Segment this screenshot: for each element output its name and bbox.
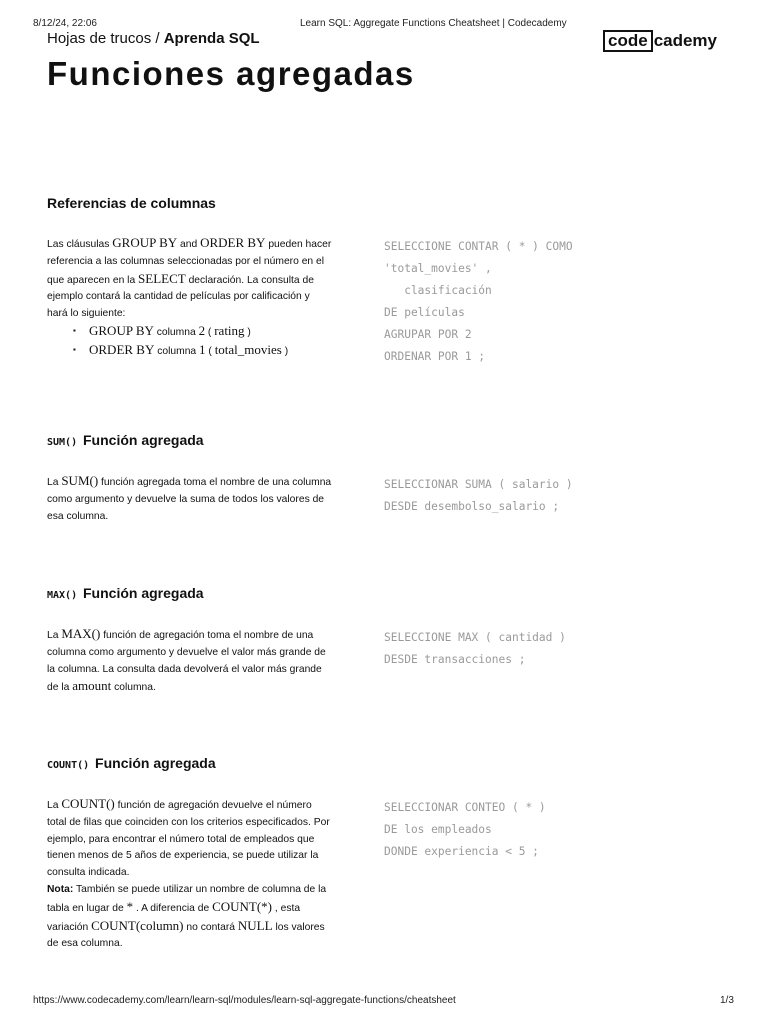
text: ) (244, 326, 251, 338)
keyword: 1 (199, 341, 206, 357)
breadcrumb-prefix[interactable]: Hojas de trucos / (47, 30, 164, 47)
code-line: SELECCIONAR CONTEO ( * ) (384, 801, 546, 814)
keyword-count: COUNT() (61, 796, 115, 811)
code-label: SUM() (47, 437, 78, 448)
keyword: rating (214, 322, 245, 338)
text: los valores de esa columna. (47, 921, 325, 950)
text: columna. (111, 682, 156, 694)
title-text: Función agregada (91, 755, 216, 771)
code-label: COUNT() (47, 760, 90, 771)
text: declaración. La consulta de ejemplo contará la cantidad de películas por calificación y hará lo siguiente: (47, 274, 314, 320)
text: función de agregación toma el nombre de una columna como argumento y devuelve el valor más grande de la columna. La consulta dada devolverá el valor más grande de la (47, 630, 326, 694)
text: , esta variación (47, 902, 301, 933)
section-title-count (47, 755, 216, 771)
column-references-list (47, 323, 332, 361)
text: ( (205, 345, 215, 357)
logo-rest-text: cademy (653, 31, 718, 50)
keyword-star: * (126, 898, 134, 914)
keyword: 2 (198, 322, 206, 338)
keyword-order-by: ORDER BY (200, 235, 266, 250)
codecademy-logo[interactable] (603, 29, 717, 53)
print-page-title: Learn SQL: Aggregate Functions Cheatsheet | Codecademy (300, 18, 567, 29)
keyword-max: MAX() (61, 626, 101, 641)
text: También se puede utilizar un nombre de columna de la tabla en lugar de (47, 883, 327, 914)
section-title-max (47, 585, 204, 601)
text: Las cláusulas (47, 239, 113, 250)
print-datetime: 8/12/24, 22:06 (33, 18, 97, 29)
column-references-description (47, 235, 332, 361)
title-text: Función agregada (79, 432, 204, 448)
text: columna (153, 326, 199, 338)
max-description (47, 626, 332, 697)
sum-description (47, 473, 332, 525)
breadcrumb-course[interactable]: Aprenda SQL (163, 30, 260, 47)
code-line: SELECCIONE MAX ( cantidad ) (384, 631, 566, 644)
code-example-count[interactable] (384, 797, 546, 863)
note-label: Nota: (47, 883, 74, 895)
code-example-max[interactable] (384, 627, 566, 671)
code-line: DE los empleados (384, 823, 492, 836)
breadcrumb (47, 30, 260, 47)
section-title-column-references: Referencias de columnas (47, 195, 216, 211)
code-line: DE películas (384, 306, 465, 319)
text: no contará (183, 921, 238, 933)
code-line: DONDE experiencia < 5 ; (384, 845, 539, 858)
text: pueden hacer referencia a las columnas seleccionadas por el número en el que aparecen en la (47, 239, 332, 286)
keyword: GROUP BY (89, 322, 154, 338)
logo-box-text: code (603, 30, 653, 52)
print-page-number: 1/3 (720, 995, 734, 1006)
title-text: Función agregada (79, 585, 204, 601)
text: and (177, 239, 201, 250)
text: La (47, 477, 62, 488)
code-line: 'total_movies' , (384, 262, 492, 275)
keyword: total_movies (214, 341, 282, 357)
text: función agregada toma el nombre de una columna como argumento y devuelve la suma de todos los valores de esa columna. (47, 477, 332, 522)
keyword-select: SELECT (138, 270, 186, 286)
code-line: ORDENAR POR 1 ; (384, 350, 486, 363)
list-item (89, 342, 332, 361)
list-item (89, 323, 332, 342)
code-line: SELECCIONE CONTAR ( * ) COMO (384, 240, 573, 253)
text: columna (154, 345, 200, 357)
text: ( (205, 326, 215, 338)
keyword-amount: amount (72, 678, 112, 694)
keyword-count-column: COUNT(column) (91, 917, 184, 933)
keyword-sum: SUM() (61, 473, 99, 488)
text: . A diferencia de (133, 902, 213, 914)
text: La (47, 800, 62, 811)
code-line: DESDE transacciones ; (384, 653, 526, 666)
keyword-group-by: GROUP BY (112, 235, 178, 250)
code-line: SELECCIONAR SUMA ( salario ) (384, 478, 573, 491)
keyword: ORDER BY (89, 341, 155, 357)
code-label: MAX() (47, 590, 78, 601)
code-line: DESDE desembolso_salario ; (384, 500, 560, 513)
print-url[interactable]: https://www.codecademy.com/learn/learn-sql/modules/learn-sql-aggregate-functions/cheatsheet (33, 995, 456, 1006)
text: ) (281, 345, 289, 357)
section-title-sum (47, 432, 204, 448)
page-title: Funciones agregadas (47, 55, 415, 92)
text: función de agregación devuelve el número total de filas que coinciden con los criterios especificados. Por ejemplo, para encontrar el número total de empleados que tienen menos de 5 años de experiencia, se puede utilizar la consulta indicada. (47, 800, 330, 879)
code-example-column-references[interactable] (384, 236, 573, 368)
text: La (47, 630, 62, 641)
keyword-count-star: COUNT(*) (212, 898, 273, 914)
keyword-null: NULL (237, 917, 273, 933)
count-description (47, 796, 332, 953)
code-line: AGRUPAR POR 2 (384, 328, 472, 341)
code-line: clasificación (384, 284, 492, 297)
code-example-sum[interactable] (384, 474, 573, 518)
